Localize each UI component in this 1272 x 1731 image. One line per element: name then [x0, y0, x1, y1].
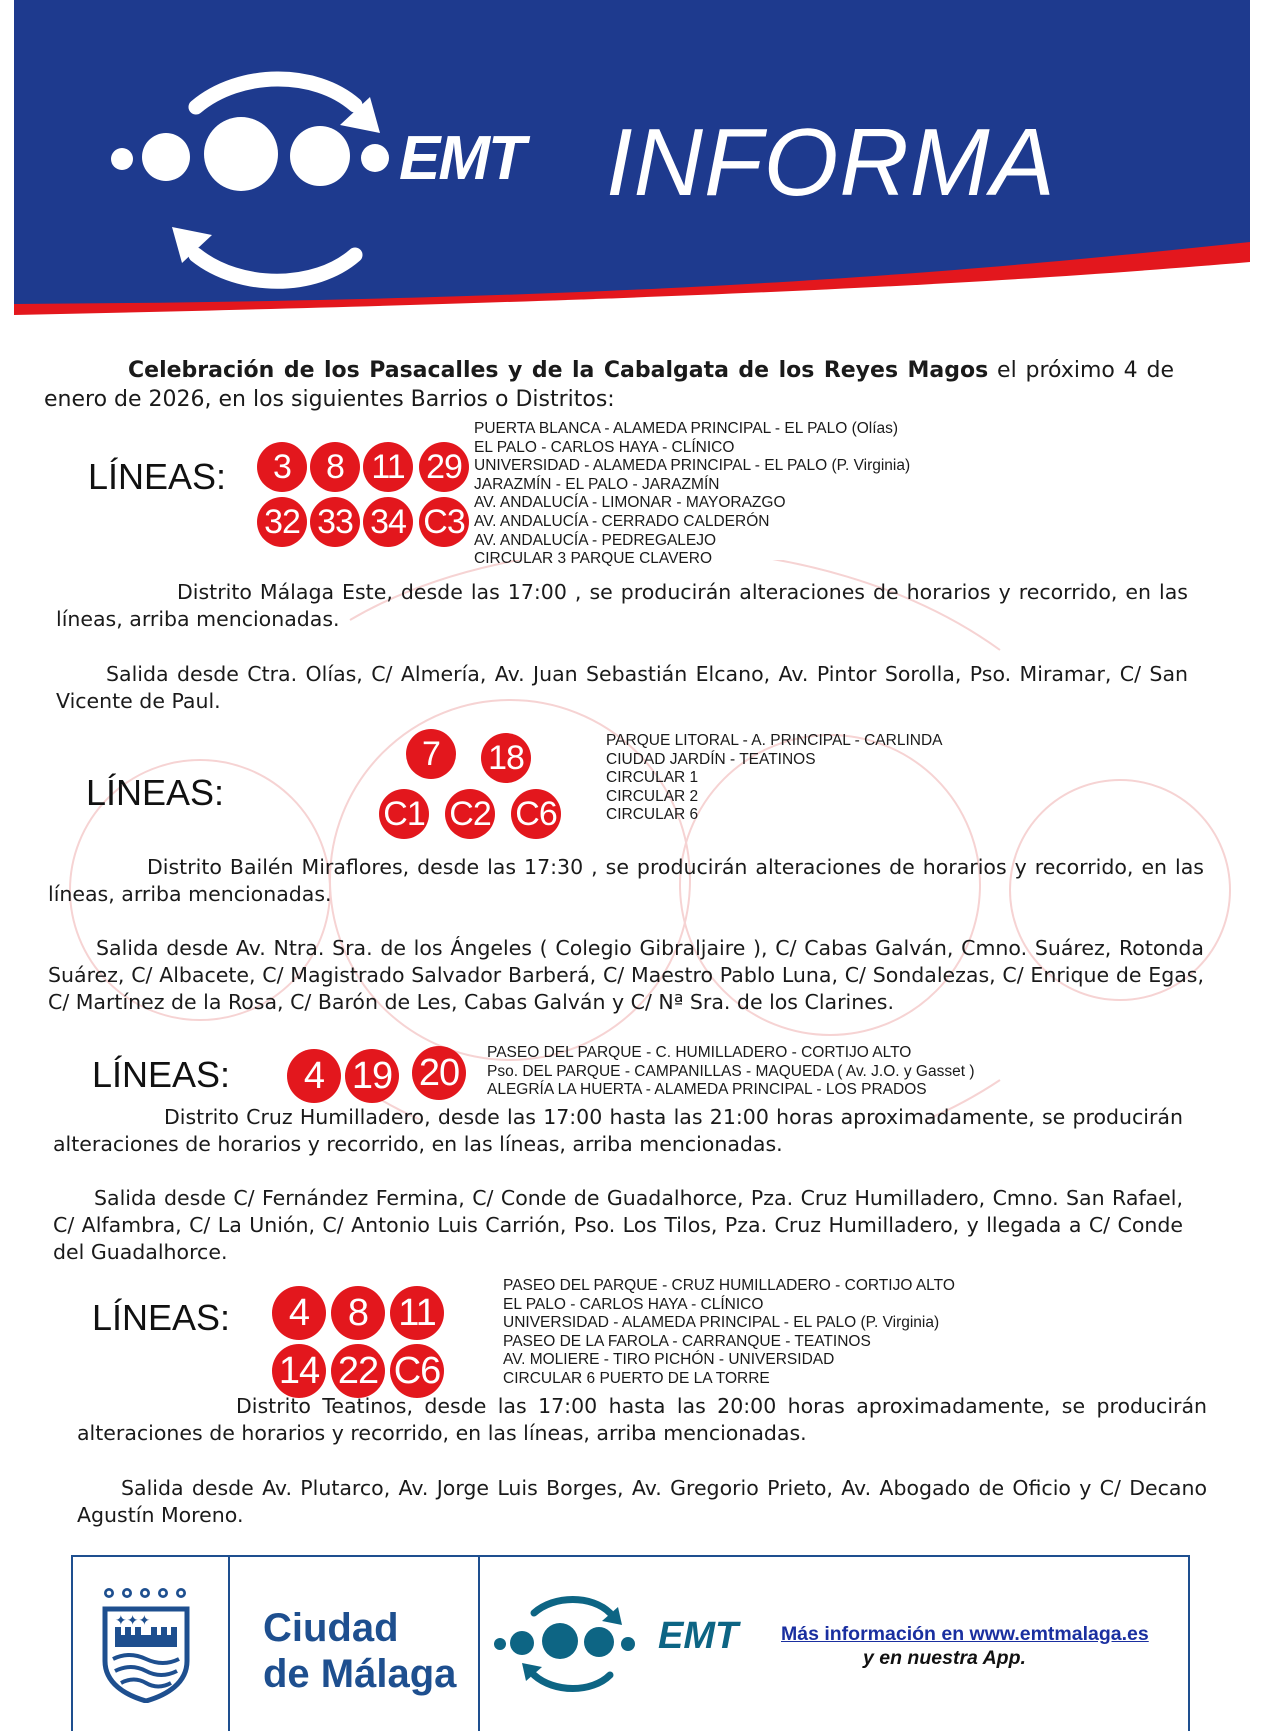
line-badge: 3 — [257, 442, 307, 492]
route-item: EL PALO - CARLOS HAYA - CLÍNICO — [474, 438, 735, 456]
line-badge: 8 — [310, 442, 360, 492]
line-badge: 22 — [331, 1344, 385, 1398]
departure-route: Salida desde C/ Fernández Fermina, C/ Conde de Guadalhorce, Pza. Cruz Humilladero, Cmno. San Rafael, C/ Alfambra, C/ La Unión, C/ Antonio Luis Carrión, Pso. Los Tilos, Pza. Cruz Humilladero, y llegada a C/ Conde del Guadalhorce. — [53, 1186, 1183, 1264]
departure-route: Salida desde Av. Ntra. Sra. de los Ángeles ( Colegio Gibraljaire ), C/ Cabas Galván, Cmno. Suárez, Rotonda Suárez, C/ Albacete, C/ Magistrado Salvador Barberá, C/ Maestro Pablo Luna, C/ Sondalezas, C/ Enrique de Egas, C/ Martínez de la Rosa, C/ Barón de Les, Cabas Galván y C/ Nª Sra. de los Clarines. — [48, 936, 1204, 1014]
route-item: CIRCULAR 6 — [606, 806, 699, 824]
route-item: AV. ANDALUCÍA - PEDREGALEJO — [474, 531, 717, 549]
line-badge: 33 — [310, 497, 360, 547]
city-line2: de Málaga — [263, 1652, 457, 1696]
route-item: PASEO DEL PARQUE - C. HUMILLADERO - CORTIJO ALTO — [487, 1044, 912, 1061]
city-line1: Ciudad — [263, 1606, 399, 1650]
lineas-label: LÍNEAS: — [88, 456, 227, 497]
svg-text:✦✦✦: ✦✦✦ — [115, 1613, 151, 1629]
more-info-link[interactable]: Más información en www.emtmalaga.es — [781, 1623, 1149, 1645]
footer-divider — [228, 1557, 230, 1731]
line-badge: 29 — [419, 442, 469, 492]
line-badge: 11 — [390, 1286, 444, 1340]
line-badge: 32 — [257, 497, 307, 547]
emt-footer-logo-icon — [488, 1589, 648, 1699]
route-item: UNIVERSIDAD - ALAMEDA PRINCIPAL - EL PALO (P. Virginia) — [503, 1314, 940, 1332]
route-item: EL PALO - CARLOS HAYA - CLÍNICO — [503, 1295, 764, 1313]
route-list — [503, 1277, 955, 1389]
route-item: CIUDAD JARDÍN - TEATINOS — [606, 750, 816, 768]
route-list — [606, 732, 943, 825]
header-title: INFORMA — [606, 109, 1056, 216]
route-item: AV. MOLIERE - TIRO PICHÓN - UNIVERSIDAD — [503, 1351, 835, 1369]
route-item: PUERTA BLANCA - ALAMEDA PRINCIPAL - EL PALO (Olías) — [474, 420, 899, 437]
line-badge: 4 — [287, 1049, 341, 1103]
route-item: CIRCULAR 6 PUERTO DE LA TORRE — [503, 1369, 770, 1387]
line-badge: 14 — [272, 1344, 326, 1398]
district-notice: Distrito Teatinos, desde las 17:00 hasta las 20:00 horas aproximadamente, se producirán alteraciones de horarios y recorrido, en las líneas, arriba mencionadas. — [77, 1394, 1207, 1445]
intro-rest: el próximo 4 de enero de 2026, en los siguientes Barrios o Distritos: — [44, 358, 1174, 412]
line-badge: C6 — [390, 1344, 444, 1398]
route-item: AV. ANDALUCÍA - CERRADO CALDERÓN — [474, 512, 770, 530]
route-item: PARQUE LITORAL - A. PRINCIPAL - CARLINDA — [606, 732, 943, 749]
lineas-label: LÍNEAS: — [92, 1297, 231, 1338]
line-badge: 8 — [331, 1286, 385, 1340]
district-notice: Distrito Málaga Este, desde las 17:00 , se producirán alteraciones de horarios y recorrido, en las líneas, arriba mencionadas. — [56, 580, 1188, 631]
route-item: JARAZMÍN - EL PALO - JARAZMÍN — [474, 475, 720, 493]
district-notice: Distrito Bailén Miraflores, desde las 17:30 , se producirán alteraciones de horarios y recorrido, en las líneas, arriba mencionadas. — [48, 855, 1204, 906]
route-item: PASEO DE LA FAROLA - CARRANQUE - TEATINOS — [503, 1332, 871, 1350]
footer-emt-wordmark: EMT — [658, 1615, 739, 1657]
line-badge: C2 — [445, 789, 495, 839]
city-name — [263, 1605, 456, 1697]
departure-route: Salida desde Ctra. Olías, C/ Almería, Av. Juan Sebastián Elcano, Av. Pintor Sorolla, Pso. Miramar, C/ San Vicente de Paul. — [56, 662, 1188, 713]
route-item: UNIVERSIDAD - ALAMEDA PRINCIPAL - EL PALO (P. Virginia) — [474, 457, 911, 475]
footer-divider — [478, 1557, 480, 1731]
line-badge: 18 — [481, 733, 531, 783]
line-badge: 11 — [363, 442, 413, 492]
line-badge: 20 — [412, 1046, 466, 1100]
lineas-label: LÍNEAS: — [92, 1054, 231, 1095]
line-badge: 34 — [363, 497, 413, 547]
route-item: CIRCULAR 2 — [606, 787, 699, 805]
line-badge: C6 — [511, 789, 561, 839]
route-item: ALEGRÍA LA HUERTA - ALAMEDA PRINCIPAL - LOS PRADOS — [487, 1081, 927, 1099]
app-note: y en nuestra App. — [863, 1647, 1026, 1669]
header-emt-wordmark: EMT — [399, 124, 524, 193]
route-item: PASEO DEL PARQUE - CRUZ HUMILLADERO - CORTIJO ALTO — [503, 1277, 955, 1294]
route-list — [474, 420, 910, 569]
footer-box — [71, 1555, 1190, 1731]
intro-highlight: Celebración de los Pasacalles y de la Cabalgata de los Reyes Magos — [128, 358, 989, 383]
route-item: CIRCULAR 1 — [606, 769, 699, 787]
line-badge: 4 — [272, 1286, 326, 1340]
line-badge: 7 — [406, 729, 456, 779]
header-banner — [14, 0, 1250, 335]
district-notice: Distrito Cruz Humilladero, desde las 17:00 hasta las 21:00 horas aproximadamente, se producirán alteraciones de horarios y recorrido, en las líneas, arriba mencionadas. — [53, 1105, 1183, 1156]
route-list — [487, 1044, 975, 1100]
route-item: Pso. DEL PARQUE - CAMPANILLAS - MAQUEDA ( Av. J.O. y Gasset ) — [487, 1062, 975, 1080]
line-badge: 19 — [345, 1049, 399, 1103]
line-badge: C1 — [379, 789, 429, 839]
lineas-label: LÍNEAS: — [86, 772, 225, 813]
background-watermark — [0, 560, 1272, 1120]
departure-route: Salida desde Av. Plutarco, Av. Jorge Luis Borges, Av. Gregorio Prieto, Av. Abogado de Oficio y C/ Decano Agustín Moreno. — [77, 1476, 1207, 1527]
route-item: CIRCULAR 3 PARQUE CLAVERO — [474, 550, 713, 568]
route-item: AV. ANDALUCÍA - LIMONAR - MAYORAZGO — [474, 494, 786, 512]
city-crest-icon — [101, 1583, 201, 1703]
intro-paragraph — [44, 356, 1174, 414]
line-badge: C3 — [419, 497, 469, 547]
